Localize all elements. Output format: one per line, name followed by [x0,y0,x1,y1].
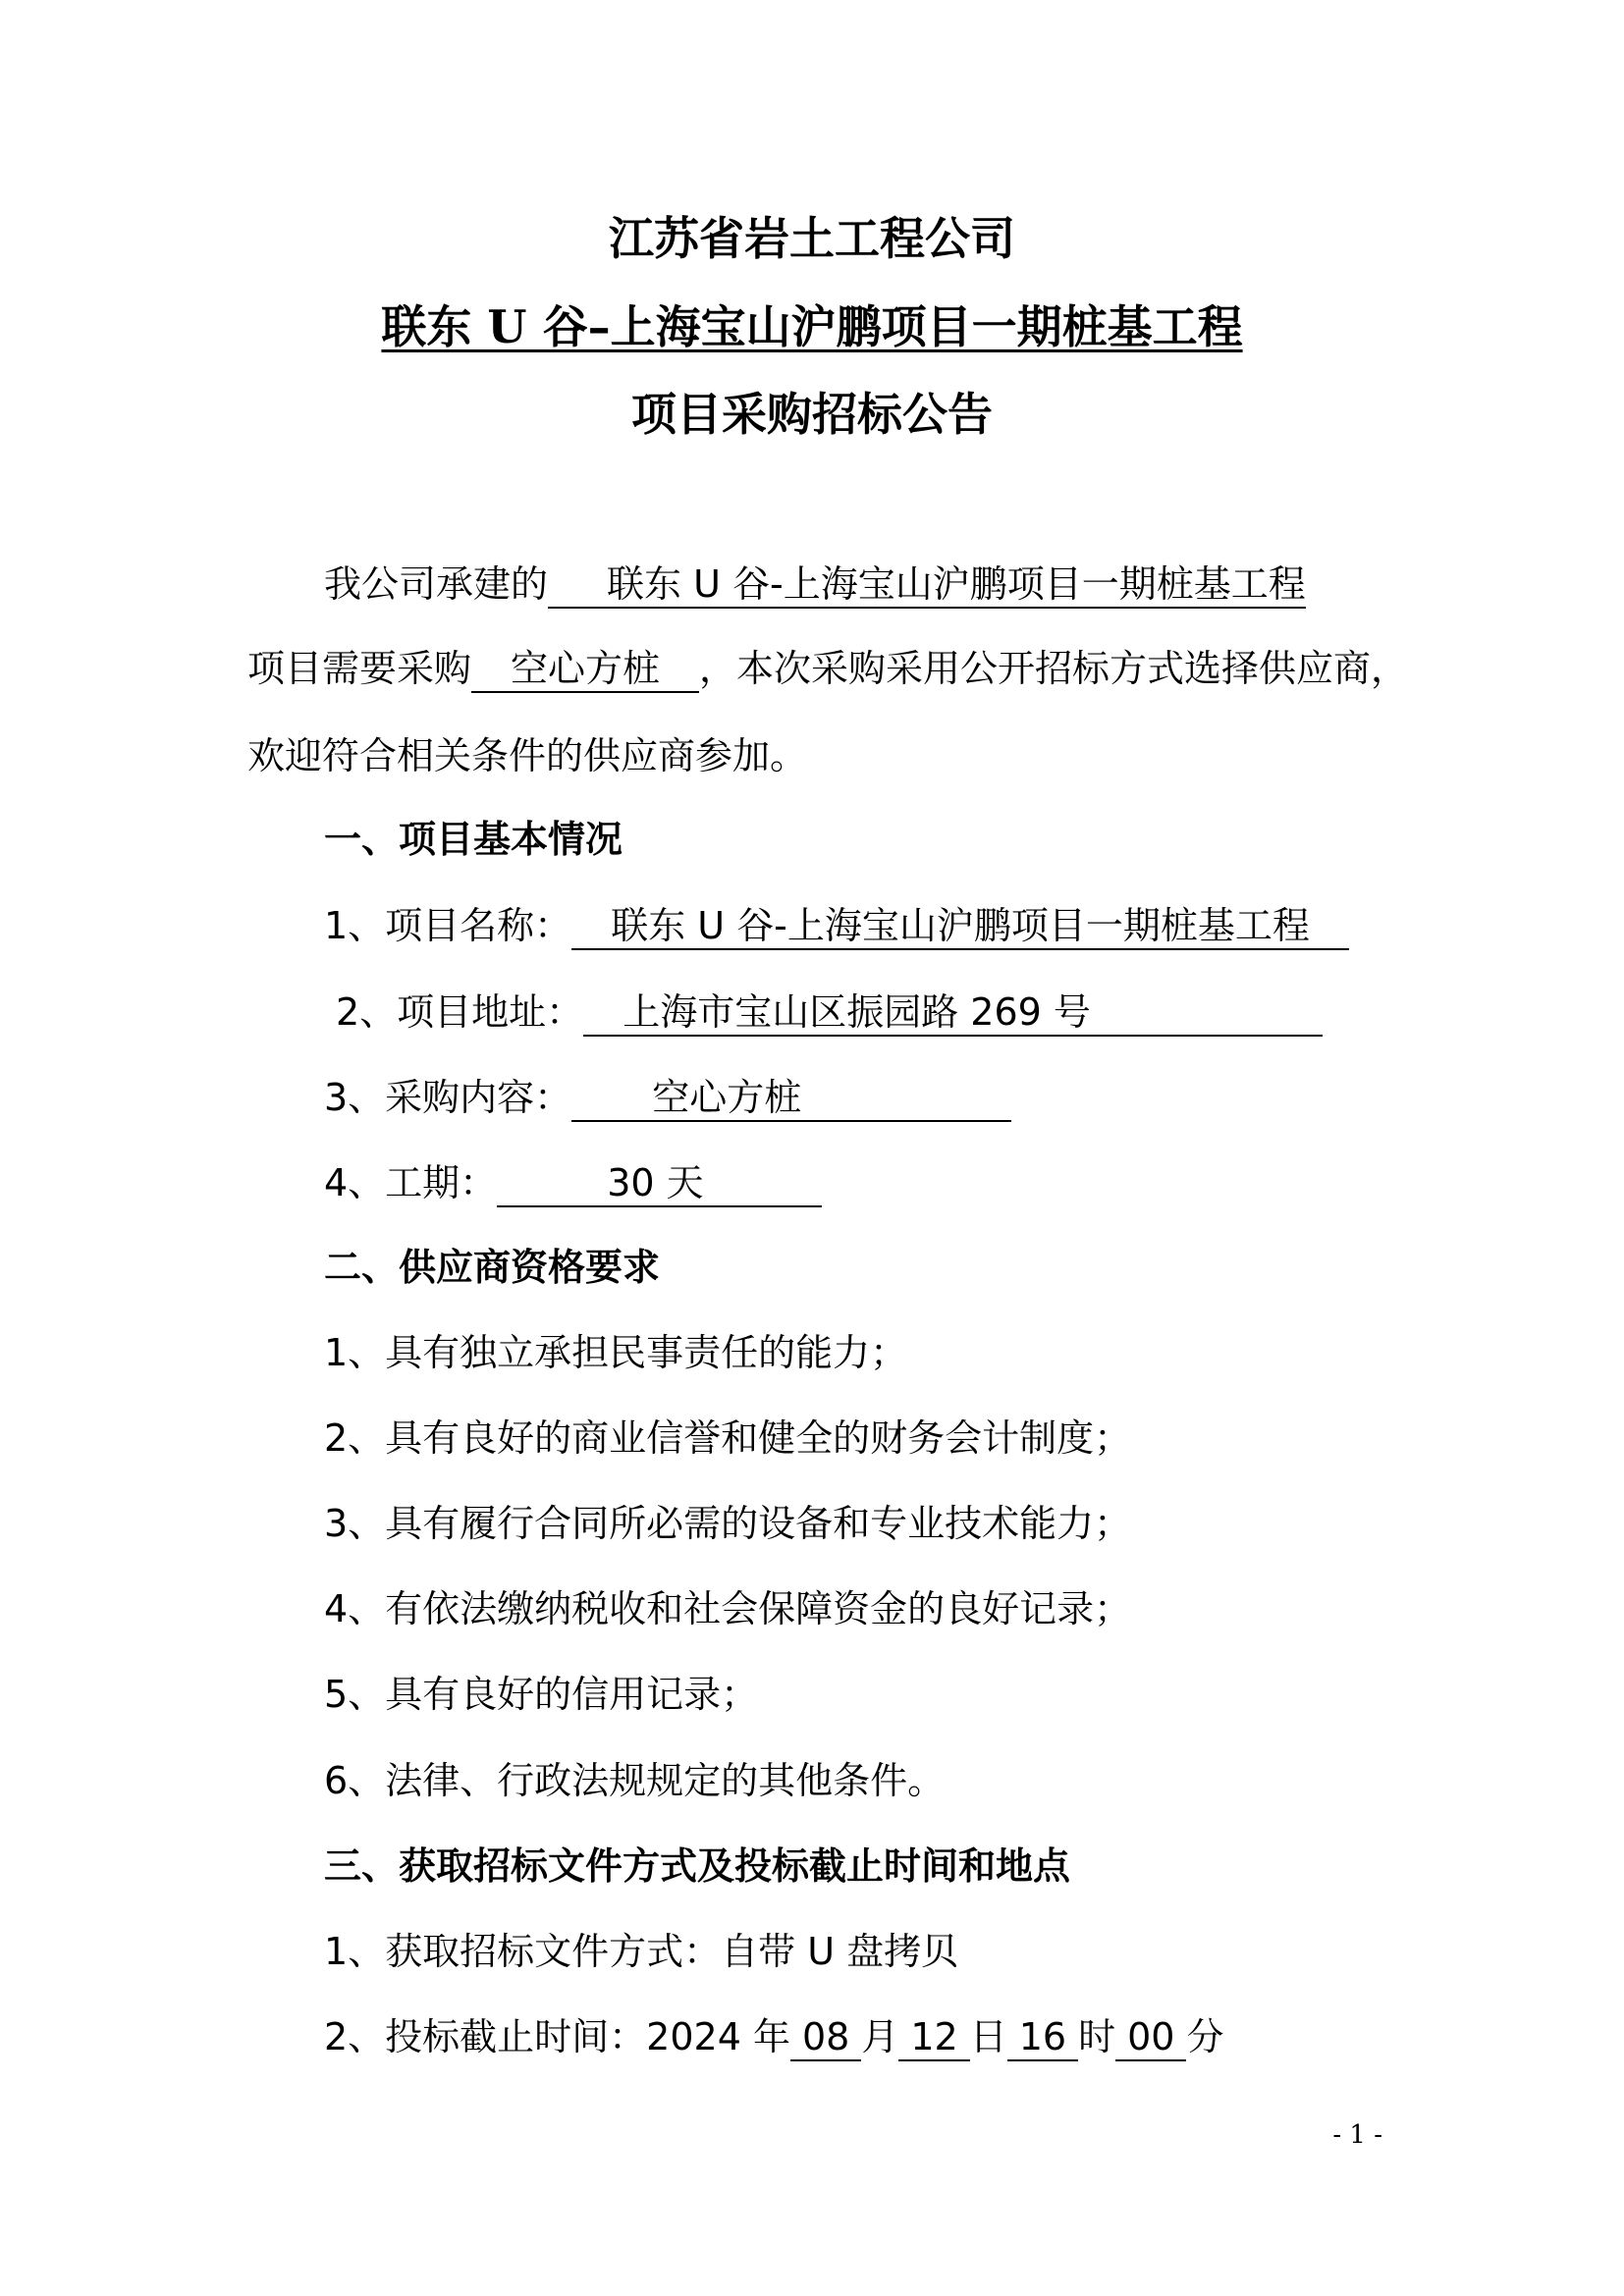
intro-project-name: 联东 U 谷-上海宝山沪鹏项目一期桩基工程 [607,562,1306,606]
deadline-day-unit: 日 [969,2015,1007,2058]
intro-purchase-suffix: ，本次采购采用公开招标方式选择供应商， [699,647,1409,690]
deadline-month-unit: 月 [861,2015,899,2058]
deadline-hour-blank [1007,2014,1078,2061]
deadline-minute-unit: 分 [1186,2015,1224,2058]
document-method-row: 1、获取招标文件方式：自带 U 盘拷贝 [324,1930,959,1973]
intro-line-2 [247,644,1408,693]
duration-blank [497,1160,821,1207]
intro-line-3: 欢迎符合相关条件的供应商参加。 [247,734,808,777]
project-name-label: 1、项目名称： [324,904,572,947]
deadline-label: 2、投标截止时间：2024 年 [324,2015,790,2058]
qualification-item: 2、具有良好的商业信誉和健全的财务会计制度； [324,1416,1132,1460]
duration-row [324,1158,822,1207]
duration-value: 30 天 [607,1161,704,1204]
project-address-row [336,988,1323,1037]
project-name-blank [571,903,1349,950]
project-address-blank [583,989,1323,1037]
purchase-content-row [324,1073,1011,1122]
intro-purchase-prefix: 项目需要采购 [247,647,472,690]
deadline-hour-unit: 时 [1078,2015,1116,2058]
deadline-month: 08 [801,2015,850,2058]
qualification-item: 4、有依法缴纳税收和社会保障资金的良好记录； [324,1587,1132,1630]
project-name-row [324,901,1349,950]
qualification-item: 5、具有良好的信用记录； [324,1673,759,1716]
deadline-row [324,2012,1223,2061]
qualification-item: 6、法律、行政法规规定的其他条件。 [324,1759,946,1802]
deadline-hour: 16 [1018,2015,1067,2058]
purchase-content-value: 空心方桩 [652,1076,802,1119]
page-number: - 1 - [1332,2120,1382,2150]
project-name-value: 联东 U 谷-上海宝山沪鹏项目一期桩基工程 [611,904,1310,947]
section3-heading: 三、获取招标文件方式及投标截止时间和地点 [324,1844,1071,1888]
purchase-content-label: 3、采购内容： [324,1076,572,1119]
deadline-minute-blank [1115,2014,1186,2061]
deadline-minute: 00 [1127,2015,1175,2058]
duration-label: 4、工期： [324,1161,498,1204]
purchase-content-blank [571,1075,1011,1122]
section2-heading: 二、供应商资格要求 [324,1246,661,1289]
project-title-text: 联东 U 谷–上海宝山沪鹏项目一期桩基工程 [381,300,1243,353]
intro-prefix: 我公司承建的 [324,562,549,606]
intro-purchase-blank [471,646,699,693]
deadline-day: 12 [910,2015,958,2058]
qualification-item: 3、具有履行合同所必需的设备和专业技术能力； [324,1502,1132,1545]
project-title [0,297,1624,356]
deadline-day-blank [898,2014,969,2061]
company-title: 江苏省岩土工程公司 [609,212,1015,265]
intro-project-name-blank [548,561,1306,609]
section1-heading: 一、项目基本情况 [324,818,623,861]
project-address-label: 2、项目地址： [336,990,584,1034]
project-address-value: 上海市宝山区振园路 269 号 [623,990,1091,1034]
deadline-month-blank [790,2014,861,2061]
intro-line-1 [324,560,1306,609]
intro-purchase-item: 空心方桩 [511,647,661,690]
qualification-item: 1、具有独立承担民事责任的能力； [324,1331,908,1374]
notice-title: 项目采购招标公告 [631,388,993,441]
